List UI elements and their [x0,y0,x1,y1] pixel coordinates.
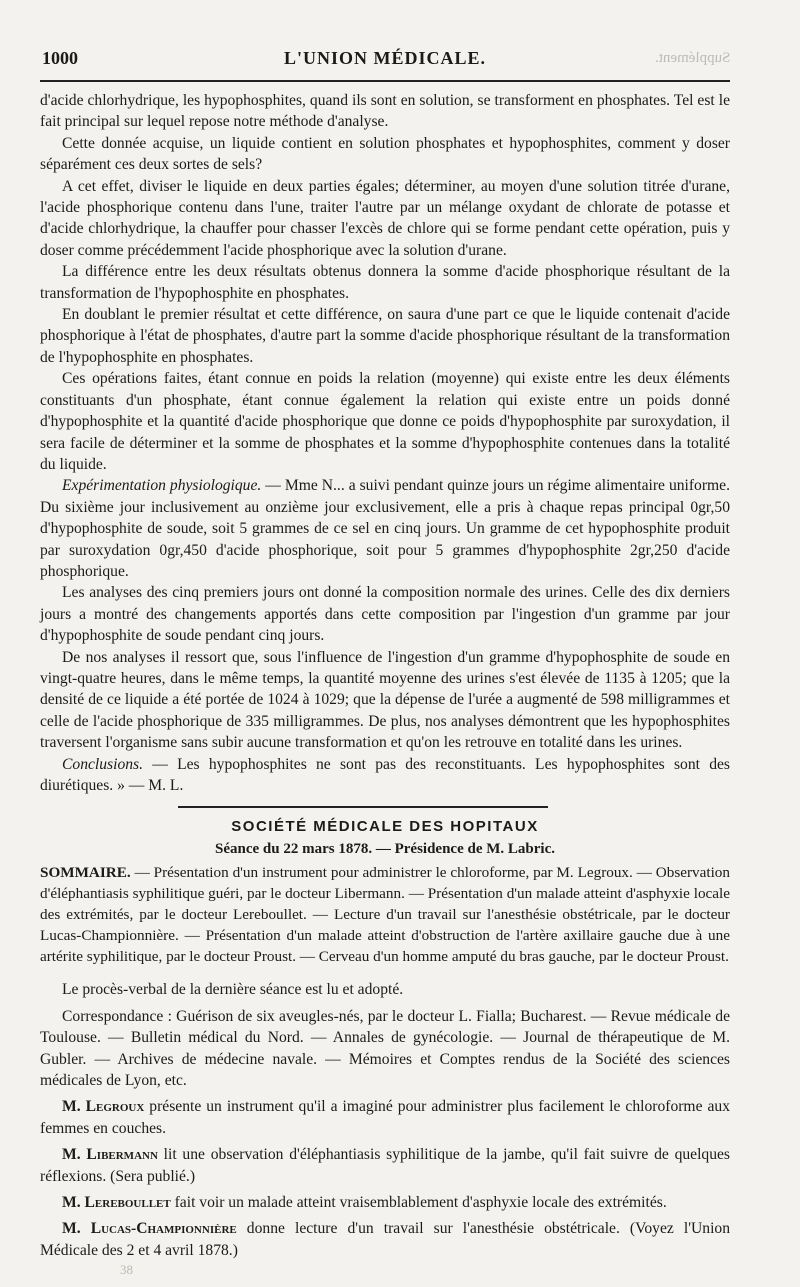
member-text: donne lecture d'un travail sur l'anesthésie obstétricale. (Voyez l'Union Médicale des 2 et 4 avril 1878.) [40,1220,731,1259]
section-separator [178,806,548,808]
member-name: M. Lereboullet [62,1194,171,1212]
member-name: M. Lucas-Championnière [62,1220,237,1238]
page-number: 1000 [42,48,78,68]
experimentation-text: — Mme N... a suivi pendant quinze jours un régime alimentaire uniforme. Du sixième jour inclusivement au onzième jour exclusivement, elle a pris à chaque repas principal 0gr,50 d'hypophosphite de soude, soit 5 grammes de ce sel en cinq jours. Un gramme de cet hypophosphite produit par suroxydation 0gr,450 d'acide phosphorique, soit pour 5 grammes d'hypophosphite 2gr,250 d'acide phosphorique. [40,477,730,580]
paragraph: Les analyses des cinq premiers jours ont donné la composition normale des urines. Celle des dix derniers jours a montré des changements apportés dans cette composition par l'ingestion d'un gramme par jour d'hypophosphite de soude pendant cinq jours. [40,584,730,645]
signature-mark: 38 [120,1262,133,1277]
paragraph: En doublant le premier résultat et cette différence, on saura d'une part ce que le liquide contenait d'acide phosphorique à l'état de phosphates, d'autre part la somme d'acide phosphorique résultant de la transformation de l'hypophosphite en phosphates. [40,306,730,366]
member-paragraph [40,1192,730,1213]
paragraph: Ces opérations faites, étant connue en poids la relation (moyenne) qui existe entre les deux éléments constituants d'un phosphate, étant connue également la relation qui existe entre un poids donné d'hypophosphite et la quantité d'acide phosphorique que donne ce poids d'hypophosphite par suroxydation, il sera facile de déterminer et la somme de phosphates et la somme d'hypophosphite contenues dans la totalité du liquide. [40,370,730,473]
paragraph: A cet effet, diviser le liquide en deux parties égales; déterminer, au moyen d'une solution titrée d'urane, l'acide phosphorique contenu dans l'une, traiter l'autre par un mélange oxydant de chlorate de potasse et d'acide chlorhydrique, la chauffer pour chasser l'excès de chlore qui se forme pendant cette opération, puis y doser comme précédemment l'acide phosphorique avec la solution d'urane. [40,177,730,259]
summary-text: — Présentation d'un instrument pour administrer le chloroforme, par M. Legroux. — Observation d'éléphantiasis syphilitique guéri, par le docteur Libermann. — Présentation d'un malade atteint d'asphyxie locale des extrémités, par le docteur Lereboullet. — Lecture d'un travail sur l'anesthésie obstétricale, par le docteur Lucas-Championnière. — Présentation d'un malade atteint d'obstruction de l'artère axillaire gauche due à une artérite syphilitique, par le docteur Proust. — Cerveau d'un homme amputé du bras gauche, par le docteur Proust. [40,864,730,966]
session-heading: Séance du 22 mars 1878. — Présidence de M. Labric. [215,841,555,858]
conclusions-paragraph [40,754,730,797]
conclusions-label: Conclusions. [62,755,144,773]
paragraph: La différence entre les deux résultats obtenus donnera la somme d'acide phosphorique résultant de la transformation de l'hypophosphite en phosphates. [40,263,730,302]
article-body [40,90,730,796]
journal-title: L'UNION MÉDICALE. [283,48,487,68]
member-text: fait voir un malade atteint vraisemblablement d'asphyxie locale des extrémités. [170,1194,667,1212]
session-minutes [40,979,730,1261]
experimentation-paragraph [40,475,730,582]
page-header [40,48,730,78]
experimentation-label: Expérimentation physiologique. [62,477,262,495]
member-name: M. Legroux [62,1098,145,1116]
paragraph: De nos analyses il ressort que, sous l'influence de l'ingestion d'un gramme d'hypophosphite de soude en vingt-quatre heures, dans le même temps, la quantité moyenne des urines s'est élevée de 1135 à 1205; que la densité de ce liquide a été portée de 1024 à 1029; que la dépense de l'urée a augmenté de 598 milligrammes et celle de l'acide phosphorique de 335 milligrammes. De plus, nos analyses démontrent que les hypophosphites traversent l'organisme sans subir aucune transformation et qu'on les retrouve en totalité dans les urines. [40,648,730,752]
member-paragraph [40,1218,730,1261]
paragraph: Correspondance : Guérison de six aveugles-nés, par le docteur L. Fialla; Bucharest. — Revue médicale de Toulouse. — Bulletin médical du Nord. — Annales de gynécologie. — Journal de thérapeutique de M. Gubler. — Archives de médecine navale. — Mémoires et Comptes rendus de la Société des sciences médicales de Lyon, etc. [40,1007,730,1090]
paragraph: Le procès-verbal de la dernière séance est lu et adopté. [62,981,404,999]
conclusions-text: — Les hypophosphites ne sont pas des reconstituants. Les hypophosphites sont des diurétiques. » — M. L. [40,755,730,794]
bleed-through-title: Supplément. [654,50,730,66]
member-text: lit une observation d'éléphantiasis syphilitique de la jambe, qu'il fait suivre de quelques réflexions. (Sera publié.) [40,1146,731,1185]
member-paragraph [40,1144,730,1187]
summary [40,862,730,967]
summary-lead: SOMMAIRE. [40,864,131,882]
paragraph: Cette donnée acquise, un liquide contient en solution phosphates et hypophosphites, comment y doser séparément ces deux sortes de sels? [40,134,730,174]
member-paragraph [40,1096,730,1139]
society-title: SOCIÉTÉ MÉDICALE DES HOPITAUX [231,818,539,836]
member-text: présente un instrument qu'il a imaginé pour administrer plus facilement le chloroforme aux femmes en couches. [40,1098,730,1137]
header-rule [40,80,730,82]
member-name: M. Libermann [62,1146,158,1164]
paragraph: d'acide chlorhydrique, les hypophosphites, quand ils sont en solution, se transforment en phosphates. Tel est le fait principal sur lequel repose notre méthode d'analyse. [40,92,730,131]
